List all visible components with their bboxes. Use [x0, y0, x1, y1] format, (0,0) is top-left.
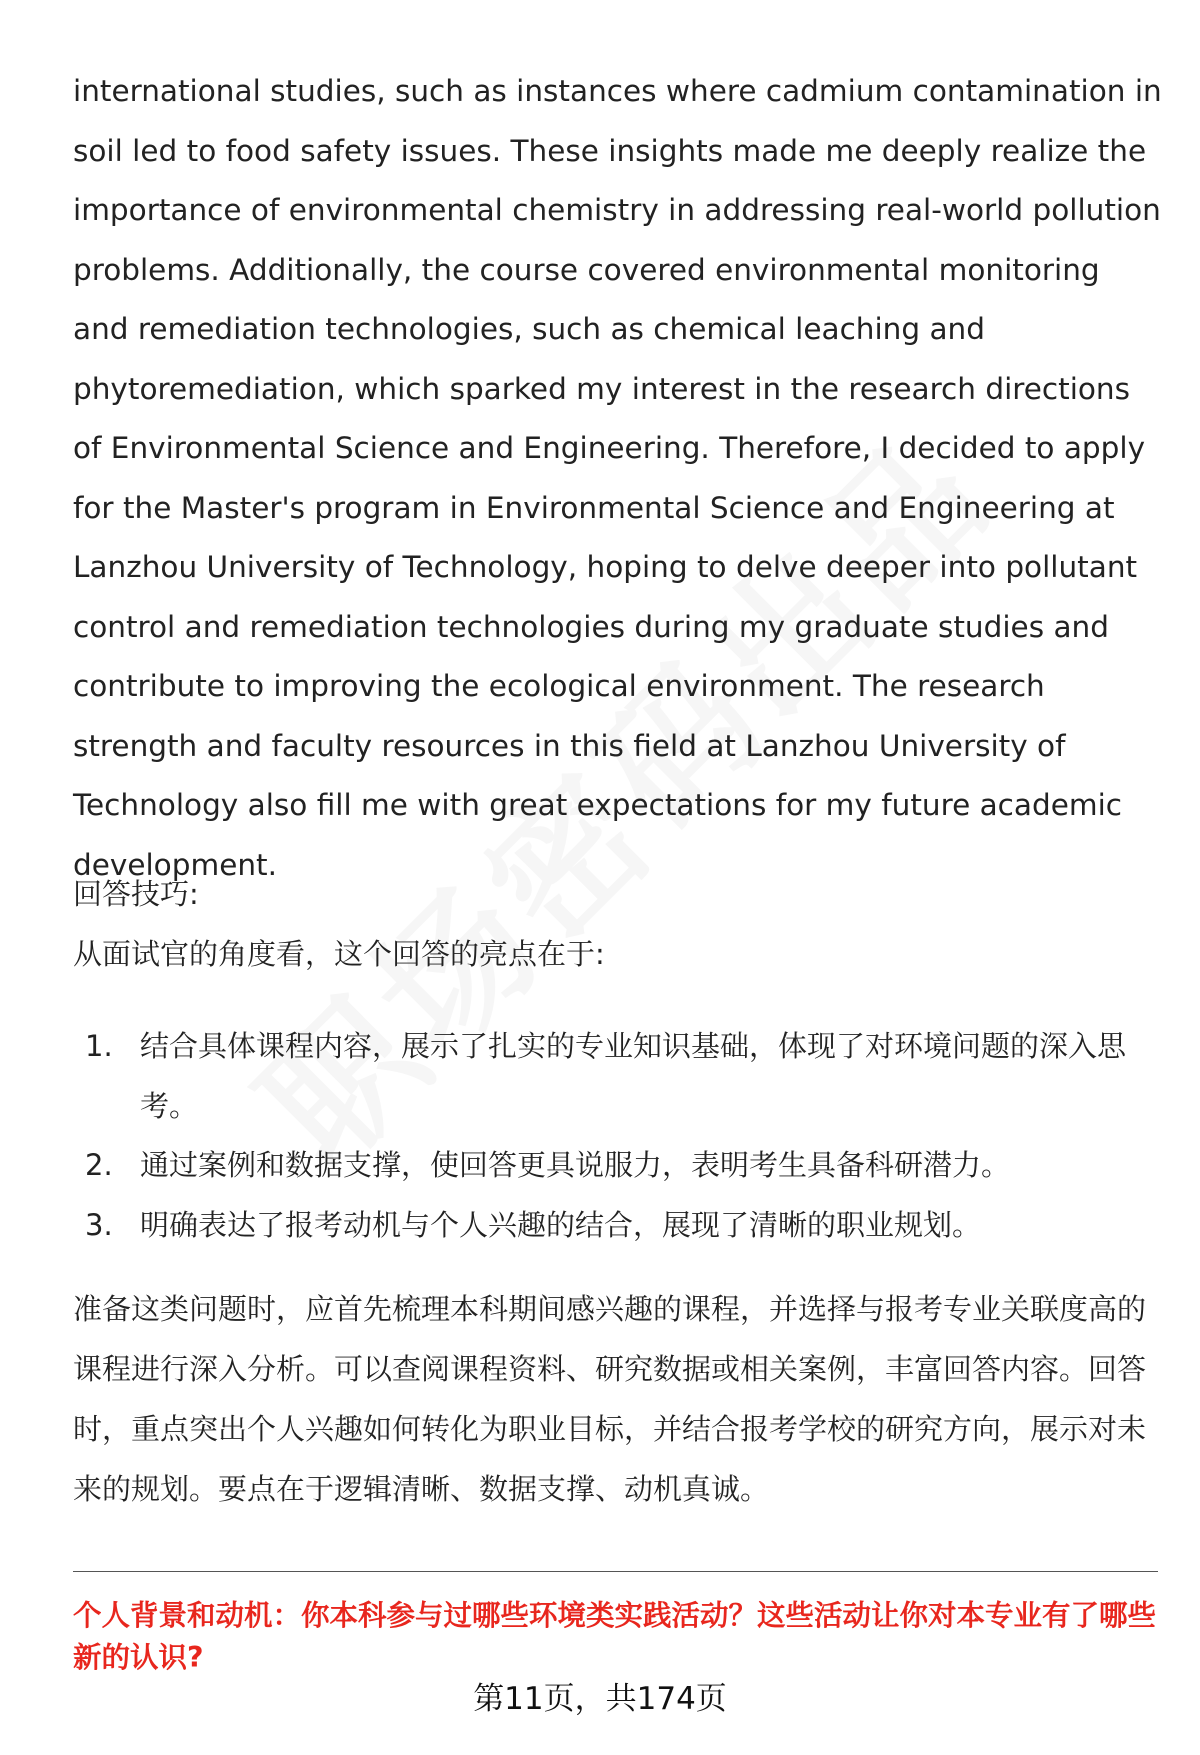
list-text: 通过案例和数据支撑，使回答更具说服力，表明考生具备科研潜力。 — [140, 1148, 1011, 1182]
list-number: 1. — [85, 1029, 113, 1063]
next-question-heading: 个人背景和动机：你本科参与过哪些环境类实践活动？这些活动让你对本专业有了哪些新的认识? — [73, 1599, 1157, 1674]
page-number: 第11页，共174页 — [473, 1681, 727, 1717]
section-divider — [73, 1571, 1158, 1572]
tips-heading: 回答技巧: — [73, 877, 199, 911]
list-number: 2. — [85, 1148, 113, 1182]
advice-paragraph: 准备这类问题时，应首先梳理本科期间感兴趣的课程，并选择与报考专业关联度高的课程进行深入分析。可以查阅课程资料、研究数据或相关案例，丰富回答内容。回答时，重点突出个人兴趣如何转化为职业目标，并结合报考学校的研究方向，展示对未来的规划。要点在于逻辑清晰、数据支撑、动机真诚。 — [73, 1292, 1147, 1506]
tips-list — [73, 1017, 1163, 1255]
tips-intro: 从面试官的角度看，这个回答的亮点在于: — [73, 937, 605, 971]
list-item — [73, 1196, 1163, 1256]
answer-paragraph: international studies, such as instances where cadmium contamination in soil led to food safety issues. These insights made me deeply realize the importance of environmental chemistry in addressing real-world pollution problems. Additionally, the course covered environmental monitoring and remediation technologies, such as chemical leaching and phytoremediation, which sparked my interest in the research directions of Environmental Science and Engineering. Therefore, I decided to apply for the Master's program in Environmental Science and Engineering at Lanzhou University of Technology, hoping to delve deeper into pollutant control and remediation technologies during my graduate studies and contribute to improving the ecological environment. The research strength and faculty resources in this field at Lanzhou University of Technology also fill me with great expectations for my future academic development. — [73, 74, 1162, 882]
list-text: 结合具体课程内容，展示了扎实的专业知识基础，体现了对环境问题的深入思考。 — [140, 1029, 1127, 1123]
list-number: 3. — [85, 1207, 113, 1242]
list-item — [73, 1017, 1163, 1136]
list-text: 明确表达了报考动机与个人兴趣的结合，展现了清晰的职业规划。 — [140, 1207, 982, 1242]
list-item — [73, 1136, 1163, 1196]
